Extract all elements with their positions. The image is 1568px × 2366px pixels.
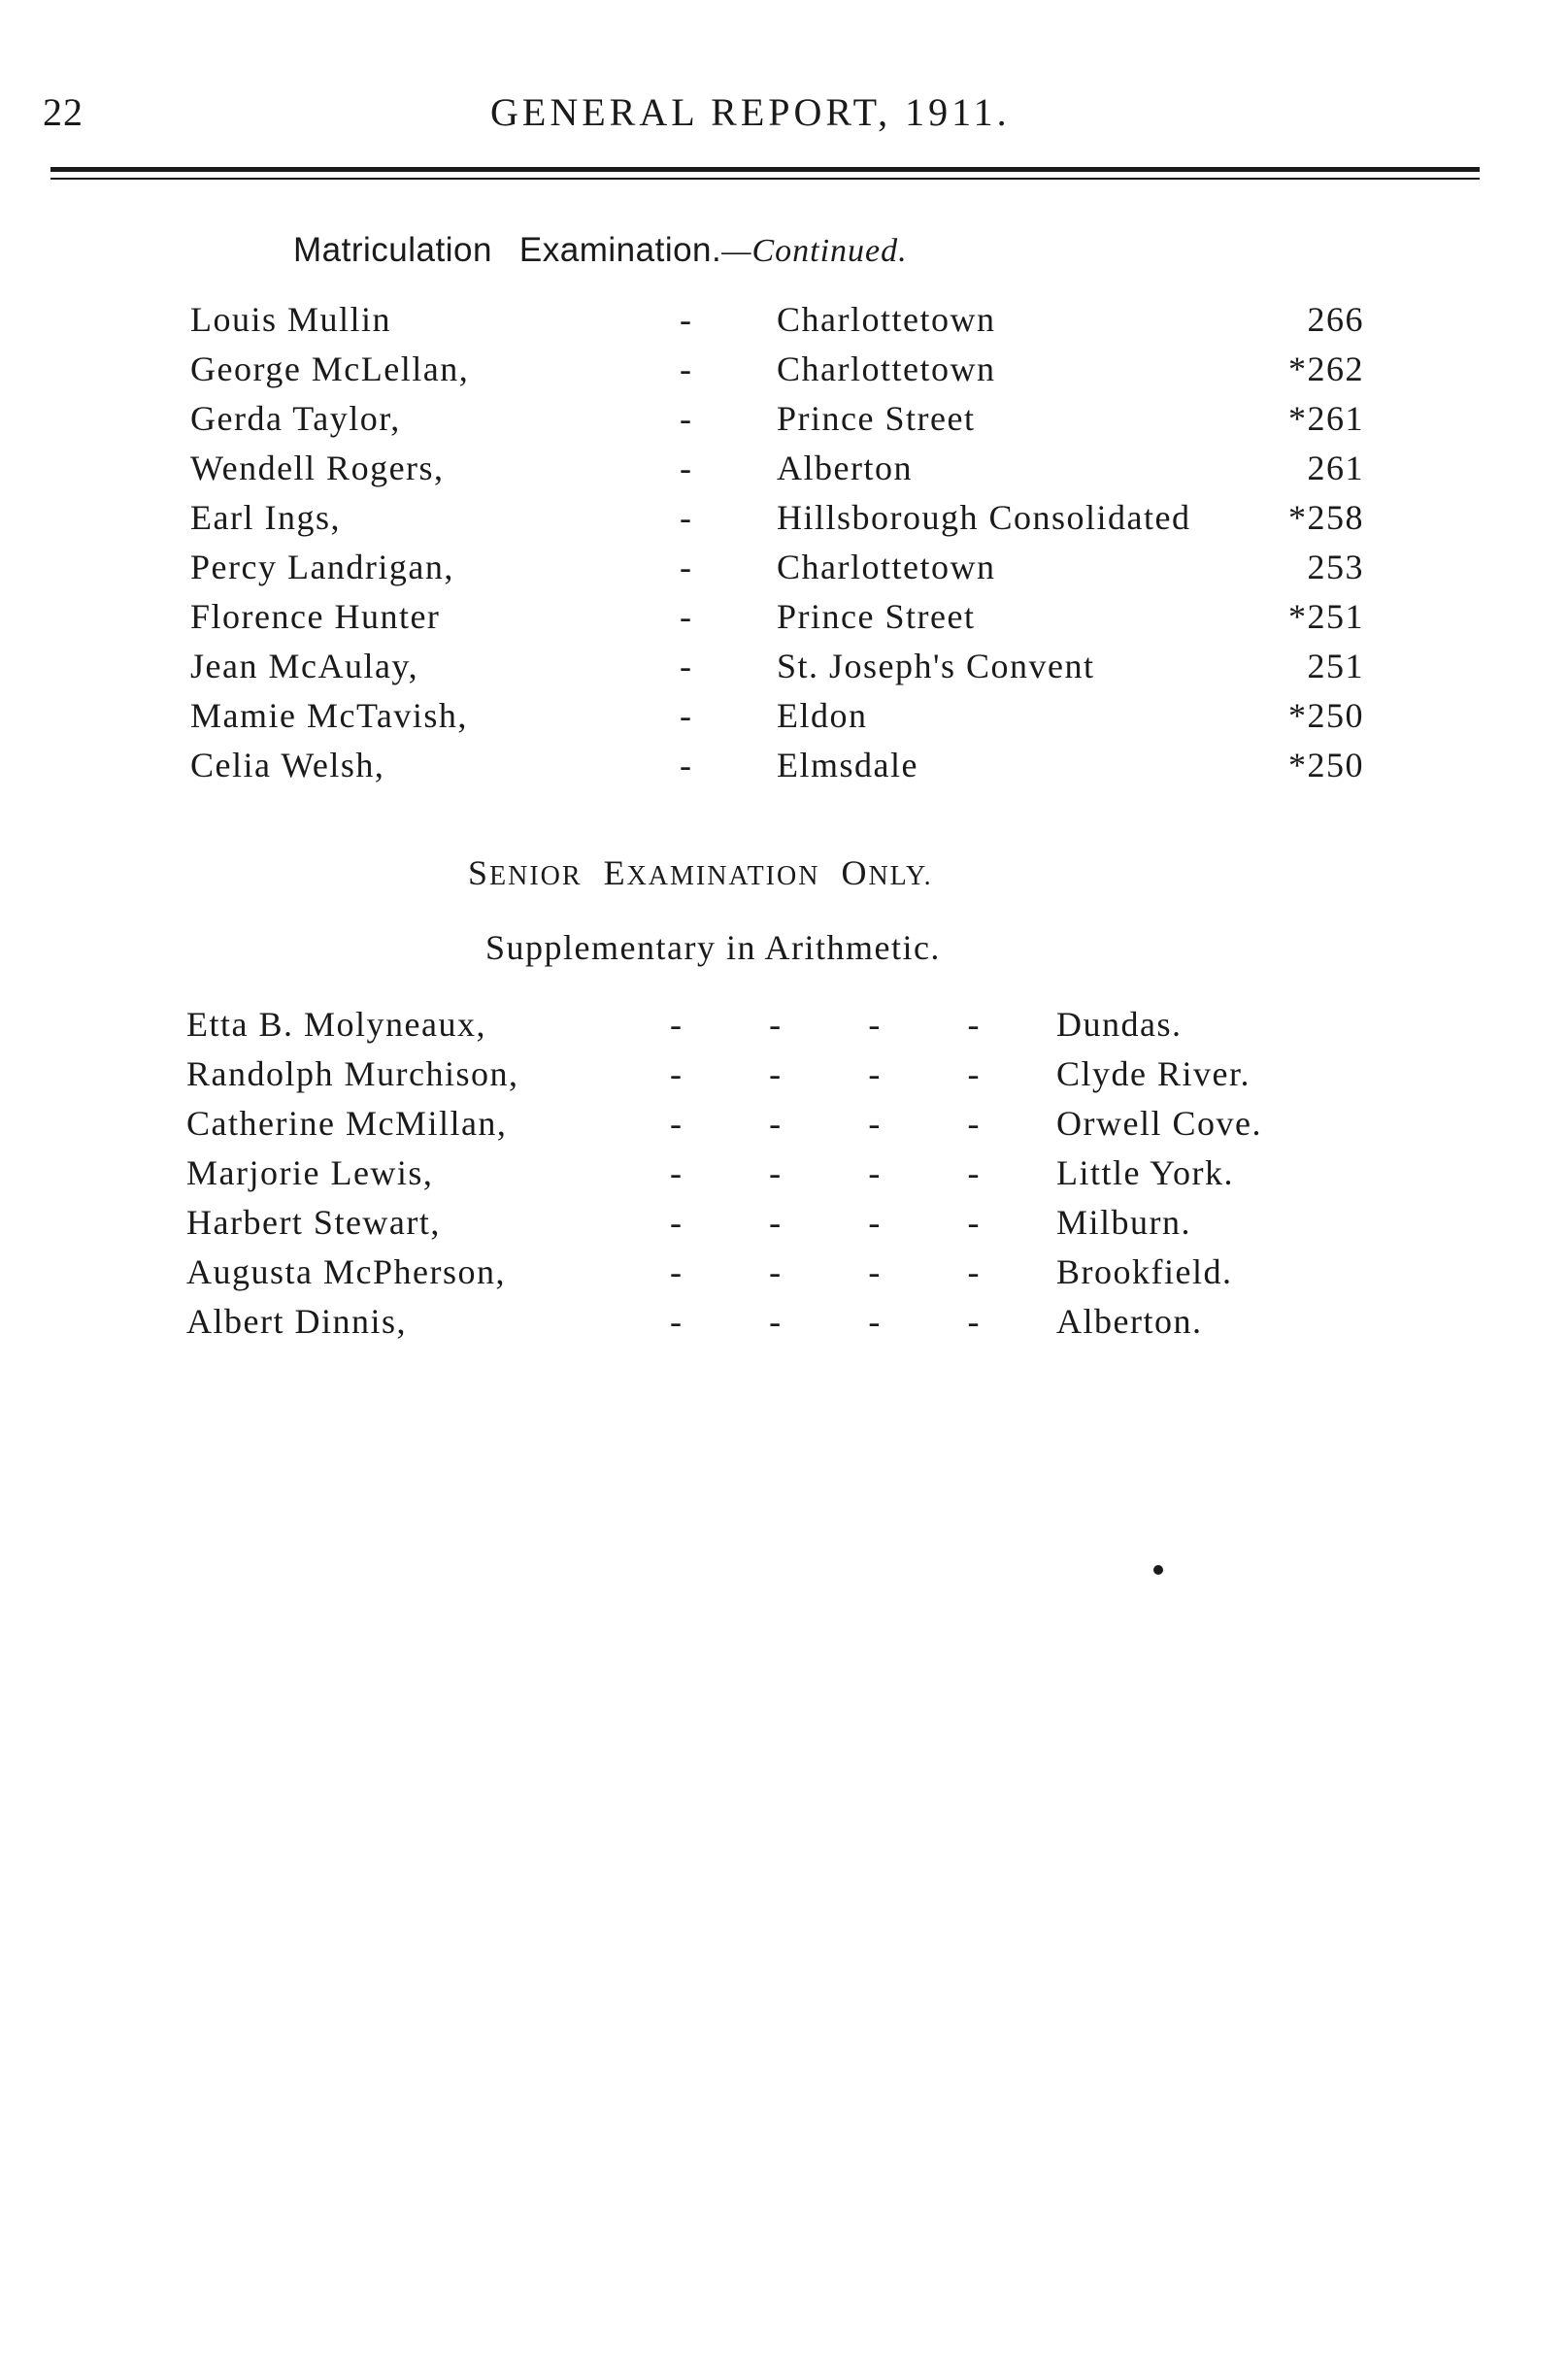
dash-leader: - — [680, 647, 693, 685]
table-row — [0, 547, 1568, 595]
student-name: Catherine McMillan, — [186, 1104, 508, 1143]
home-location: Orwell Cove. — [1056, 1104, 1262, 1143]
senior-exam-title — [468, 852, 933, 893]
header-rule-thin — [50, 178, 1480, 180]
student-name: Marjorie Lewis, — [186, 1153, 434, 1192]
student-name: Earl Ings, — [190, 498, 341, 537]
home-location: Clyde River. — [1056, 1054, 1251, 1093]
score: 261 — [1307, 449, 1364, 487]
table-row — [0, 646, 1568, 694]
senior-title-e: E — [603, 853, 627, 892]
table-row — [0, 1053, 1568, 1102]
dash-leader: - — [680, 350, 693, 388]
student-name: Mamie McTavish, — [190, 696, 468, 735]
student-name: Albert Dinnis, — [186, 1302, 407, 1341]
home-location: Dundas. — [1056, 1005, 1183, 1044]
score: *250 — [1288, 746, 1364, 784]
senior-title-s: S — [468, 853, 490, 892]
student-name: Jean McAulay, — [190, 647, 419, 685]
table-row — [0, 745, 1568, 793]
dash-leader: - — [680, 449, 693, 487]
school-name: Alberton — [777, 449, 913, 487]
school-name: Charlottetown — [777, 350, 996, 388]
score: 266 — [1307, 300, 1364, 339]
dash-leader: - - - - — [670, 1153, 981, 1192]
table-row — [0, 1202, 1568, 1250]
senior-title-nly: NLY. — [868, 861, 933, 891]
table-row — [0, 1004, 1568, 1052]
dash-leader: - — [680, 548, 693, 586]
dash-leader: - — [680, 696, 693, 735]
supplementary-subtitle: Supplementary in Arithmetic. — [485, 928, 941, 967]
page-number: 22 — [43, 90, 83, 134]
senior-title-o: O — [841, 853, 869, 892]
student-name: George McLellan, — [190, 350, 470, 388]
student-name: Randolph Murchison, — [186, 1054, 519, 1093]
running-title: GENERAL REPORT, 1911. — [490, 90, 1011, 134]
student-name: Etta B. Molyneaux, — [186, 1005, 486, 1044]
heading-word-matriculation: Matriculation — [293, 231, 492, 269]
dash-leader: - - - - — [670, 1252, 981, 1291]
table-row — [0, 497, 1568, 546]
score: 253 — [1307, 548, 1364, 586]
table-row — [0, 349, 1568, 397]
dash-leader: - - - - — [670, 1054, 981, 1093]
heading-continued: —Continued. — [721, 233, 908, 269]
table-row — [0, 1301, 1568, 1350]
school-name: Charlottetown — [777, 548, 996, 586]
student-name: Gerda Taylor, — [190, 399, 401, 438]
student-name: Harbert Stewart, — [186, 1203, 441, 1242]
score: 251 — [1307, 647, 1364, 685]
school-name: Prince Street — [777, 597, 976, 636]
score: *262 — [1288, 350, 1364, 388]
dash-leader: - — [680, 746, 693, 784]
student-name: Augusta McPherson, — [186, 1252, 506, 1291]
dash-leader: - - - - — [670, 1005, 981, 1044]
matriculation-heading — [293, 231, 908, 270]
score: *251 — [1288, 597, 1364, 636]
student-name: Wendell Rogers, — [190, 449, 445, 487]
student-name: Percy Landrigan, — [190, 548, 454, 586]
home-location: Little York. — [1056, 1153, 1235, 1192]
dash-leader: - - - - — [670, 1203, 981, 1242]
table-row — [0, 1251, 1568, 1300]
table-row — [0, 398, 1568, 447]
dash-leader: - — [680, 597, 693, 636]
school-name: St. Joseph's Convent — [777, 647, 1095, 685]
school-name: Eldon — [777, 696, 868, 735]
school-name: Hillsborough Consolidated — [777, 498, 1191, 537]
home-location: Alberton. — [1056, 1302, 1203, 1341]
dash-leader: - — [680, 300, 693, 339]
heading-word-examination: Examination. — [518, 231, 722, 269]
table-row — [0, 596, 1568, 645]
school-name: Charlottetown — [777, 300, 996, 339]
header-rule-thick — [50, 167, 1480, 172]
ink-speck — [1153, 1565, 1163, 1575]
score: *258 — [1288, 498, 1364, 537]
student-name: Louis Mullin — [190, 300, 392, 339]
table-row — [0, 299, 1568, 348]
senior-title-xamination: XAMINATION — [626, 861, 820, 891]
student-name: Florence Hunter — [190, 597, 441, 636]
table-row — [0, 1152, 1568, 1201]
table-row — [0, 695, 1568, 744]
dash-leader: - — [680, 498, 693, 537]
dash-leader: - - - - — [670, 1104, 981, 1143]
school-name: Prince Street — [777, 399, 976, 438]
home-location: Milburn. — [1056, 1203, 1192, 1242]
senior-title-enior: ENIOR — [489, 861, 583, 891]
student-name: Celia Welsh, — [190, 746, 385, 784]
score: *261 — [1288, 399, 1364, 438]
home-location: Brookfield. — [1056, 1252, 1233, 1291]
dash-leader: - — [680, 399, 693, 438]
score: *250 — [1288, 696, 1364, 735]
table-row — [0, 448, 1568, 496]
table-row — [0, 1103, 1568, 1151]
dash-leader: - - - - — [670, 1302, 981, 1341]
school-name: Elmsdale — [777, 746, 918, 784]
